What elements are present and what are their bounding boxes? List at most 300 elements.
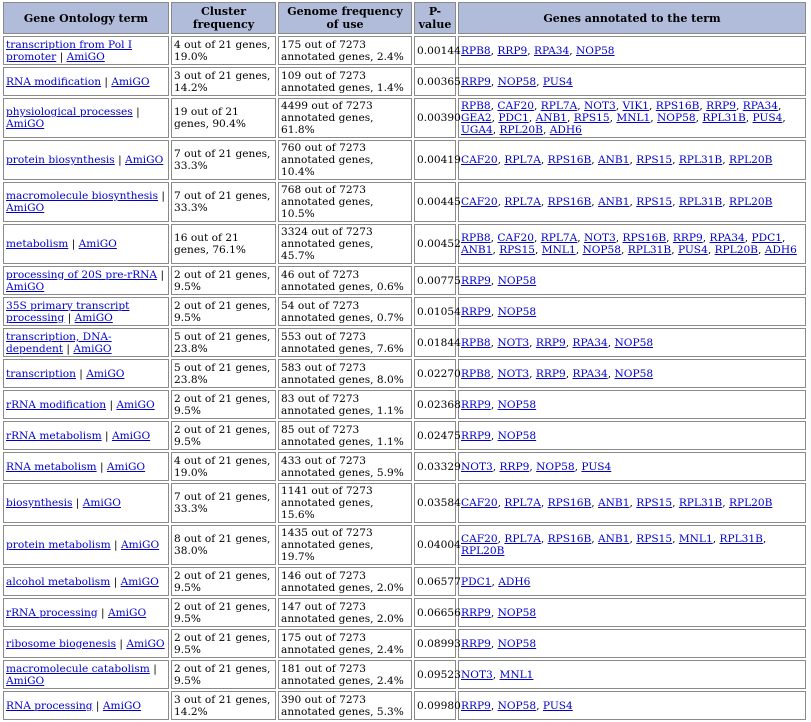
gene-separator: ,: [497, 533, 505, 545]
gene-link[interactable]: ANB1: [535, 112, 568, 124]
gene-separator: ,: [490, 274, 498, 287]
table-row: [3, 452, 806, 481]
gene-link[interactable]: UGA4: [461, 124, 493, 136]
amigo-link[interactable]: AmiGO: [126, 637, 165, 650]
gene-link[interactable]: RPS16B: [547, 196, 592, 208]
gene-link[interactable]: NOP58: [497, 75, 537, 88]
genes-cell: [458, 452, 806, 481]
go-term-link[interactable]: processing of 20S pre-rRNA: [6, 268, 158, 281]
p-value-cell: 0.03584: [414, 483, 456, 523]
gene-separator: ,: [744, 232, 752, 244]
gene-link[interactable]: NOP58: [497, 305, 537, 318]
gene-link[interactable]: CAF20: [461, 533, 498, 545]
amigo-link[interactable]: AmiGO: [120, 575, 159, 588]
gene-separator: ,: [577, 232, 585, 244]
go-term-link[interactable]: macromolecule biosynthesis: [6, 190, 159, 202]
gene-separator: ,: [490, 367, 498, 380]
gene-separator: ,: [757, 244, 765, 256]
gene-link[interactable]: CAF20: [497, 100, 534, 112]
cluster-frequency-cell: 2 out of 21 genes, 9.5%: [171, 598, 276, 627]
gene-separator: ,: [629, 196, 637, 208]
gene-separator: ,: [672, 533, 679, 545]
table-row: [3, 182, 806, 222]
go-term-cell: [3, 328, 169, 357]
genome-frequency-cell: 390 out of 7273 annotated genes, 5.3%: [278, 691, 412, 720]
gene-separator: ,: [490, 699, 498, 712]
go-term-cell: [3, 98, 169, 138]
gene-link[interactable]: RPL31B: [678, 196, 723, 208]
genome-frequency-cell: 109 out of 7273 annotated genes, 1.4%: [278, 67, 412, 96]
gene-separator: ,: [527, 44, 534, 57]
gene-link[interactable]: RPL20B: [728, 497, 773, 509]
gene-separator: ,: [542, 124, 550, 136]
gene-link[interactable]: RPS16B: [547, 154, 592, 166]
cluster-frequency-cell: 19 out of 21 genes, 90.4%: [171, 98, 276, 138]
amigo-link[interactable]: AmiGO: [125, 154, 164, 166]
gene-separator: ,: [671, 244, 678, 256]
gene-link[interactable]: RPL7A: [504, 154, 541, 166]
p-value-cell: 0.09523: [414, 660, 456, 689]
header-genes: Genes annotated to the term: [458, 2, 806, 34]
gene-link[interactable]: RPL20B: [461, 545, 505, 557]
gene-separator: ,: [722, 497, 729, 509]
gene-link[interactable]: RRP9: [535, 336, 566, 349]
table-row: [3, 390, 806, 419]
genome-frequency-cell: 433 out of 7273 annotated genes, 5.9%: [278, 452, 412, 481]
amigo-link[interactable]: AmiGO: [82, 497, 121, 509]
p-value-cell: 0.00419: [414, 140, 456, 180]
go-term-cell: [3, 297, 169, 326]
genome-frequency-cell: 85 out of 7273 annotated genes, 1.1%: [278, 421, 412, 450]
go-term-link[interactable]: protein biosynthesis: [6, 154, 115, 166]
gene-link[interactable]: NOP58: [657, 112, 696, 124]
gene-link[interactable]: NOT3: [497, 336, 530, 349]
p-value-cell: 0.06577: [414, 567, 456, 596]
gene-link[interactable]: PDC1: [751, 232, 782, 244]
go-term-link[interactable]: RNA modification: [6, 75, 102, 88]
gene-link[interactable]: RPL7A: [504, 497, 541, 509]
genes-cell: [458, 483, 806, 523]
genome-frequency-cell: 1141 out of 7273 annotated genes, 15.6%: [278, 483, 412, 523]
gene-separator: ,: [574, 460, 582, 473]
gene-link[interactable]: ADH6: [764, 244, 797, 256]
gene-link[interactable]: ANB1: [598, 196, 630, 208]
gene-link[interactable]: NOP58: [497, 398, 537, 411]
gene-link[interactable]: NOT3: [461, 460, 493, 473]
gene-link[interactable]: RPL7A: [540, 232, 578, 244]
genes-cell: [458, 660, 806, 689]
amigo-link[interactable]: AmiGO: [107, 606, 147, 619]
gene-separator: ,: [533, 232, 541, 244]
amigo-link[interactable]: AmiGO: [6, 674, 45, 687]
gene-link[interactable]: NOP58: [497, 699, 537, 712]
gene-separator: ,: [672, 196, 679, 208]
cluster-frequency-cell: 5 out of 21 genes, 23.8%: [171, 328, 276, 357]
gene-separator: ,: [497, 497, 505, 509]
gene-link[interactable]: RRP9: [497, 44, 528, 57]
genes-cell: [458, 224, 806, 264]
go-term-link[interactable]: rRNA processing: [6, 606, 98, 619]
gene-link[interactable]: VIK1: [622, 100, 650, 112]
gene-separator: ,: [615, 232, 623, 244]
gene-link[interactable]: RPS16B: [655, 100, 700, 112]
gene-separator: ,: [528, 112, 536, 124]
gene-link[interactable]: RPL20B: [714, 244, 758, 256]
gene-link[interactable]: RPA34: [533, 44, 570, 57]
p-value-cell: 0.02270: [414, 359, 456, 388]
gene-link[interactable]: RPB8: [461, 100, 491, 112]
gene-separator: ,: [569, 44, 576, 57]
gene-separator: ,: [736, 100, 743, 112]
gene-separator: ,: [762, 533, 767, 545]
p-value-cell: 0.00390: [414, 98, 456, 138]
gene-link[interactable]: RPB8: [461, 44, 491, 57]
p-value-cell: 0.01054: [414, 297, 456, 326]
table-row: [3, 483, 806, 523]
go-term-link[interactable]: physiological processes: [6, 106, 133, 118]
gene-link[interactable]: RPS15: [636, 196, 673, 208]
gene-link[interactable]: NOT3: [584, 232, 616, 244]
genes-cell: [458, 390, 806, 419]
gene-link[interactable]: RPS16B: [622, 232, 667, 244]
p-value-cell: 0.01844: [414, 328, 456, 357]
gene-separator: ,: [649, 100, 656, 112]
link-separator: |: [97, 606, 108, 619]
go-term-link[interactable]: alcohol metabolism: [6, 575, 111, 588]
gene-link[interactable]: RRP9: [499, 460, 530, 473]
genome-frequency-cell: 147 out of 7273 annotated genes, 2.0%: [278, 598, 412, 627]
gene-separator: ,: [536, 699, 543, 712]
gene-link[interactable]: PUS4: [542, 75, 573, 88]
gene-link[interactable]: GEA2: [461, 112, 492, 124]
gene-link[interactable]: RRP9: [461, 305, 491, 318]
p-value-cell: 0.06656: [414, 598, 456, 627]
table-row: [3, 567, 806, 596]
go-term-cell: [3, 421, 169, 450]
gene-link[interactable]: MNL1: [541, 244, 576, 256]
go-term-link[interactable]: biosynthesis: [6, 497, 73, 509]
genome-frequency-cell: 146 out of 7273 annotated genes, 2.0%: [278, 567, 412, 596]
gene-separator: ,: [745, 112, 753, 124]
gene-link[interactable]: RPA34: [572, 367, 608, 380]
gene-separator: ,: [491, 112, 499, 124]
go-term-link[interactable]: protein metabolism: [6, 539, 111, 551]
gene-link[interactable]: NOT3: [584, 100, 616, 112]
go-term-table: [1, 0, 808, 722]
gene-link[interactable]: RRP9: [461, 606, 491, 619]
gene-link[interactable]: NOP58: [497, 274, 537, 287]
amigo-link[interactable]: AmiGO: [78, 238, 117, 250]
gene-separator: ,: [707, 244, 715, 256]
cluster-frequency-cell: 3 out of 21 genes, 14.2%: [171, 691, 276, 720]
gene-separator: ,: [591, 154, 599, 166]
gene-link[interactable]: RPL7A: [504, 533, 541, 545]
go-term-cell: [3, 525, 169, 565]
gene-link[interactable]: ANB1: [598, 154, 630, 166]
link-separator: |: [92, 699, 103, 712]
p-value-cell: 0.02368: [414, 390, 456, 419]
go-term-cell: [3, 567, 169, 596]
amigo-link[interactable]: AmiGO: [6, 280, 45, 293]
cluster-frequency-cell: 2 out of 21 genes, 9.5%: [171, 297, 276, 326]
table-row: [3, 297, 806, 326]
p-value-cell: 0.09980: [414, 691, 456, 720]
gene-link[interactable]: RPL20B: [728, 196, 773, 208]
amigo-link[interactable]: AmiGO: [66, 50, 105, 63]
gene-separator: ,: [540, 196, 548, 208]
cluster-frequency-cell: 2 out of 21 genes, 9.5%: [171, 390, 276, 419]
go-term-link[interactable]: transcription: [6, 367, 76, 380]
gene-link[interactable]: ANB1: [598, 533, 630, 545]
go-term-cell: [3, 224, 169, 264]
gene-separator: ,: [621, 244, 628, 256]
go-term-cell: [3, 390, 169, 419]
gene-link[interactable]: RPS15: [636, 497, 673, 509]
genome-frequency-cell: 1435 out of 7273 annotated genes, 19.7%: [278, 525, 412, 565]
header-term: Gene Ontology term: [3, 2, 169, 34]
gene-link[interactable]: ADH6: [549, 124, 582, 136]
gene-link[interactable]: CAF20: [461, 154, 498, 166]
gene-link[interactable]: RPS16B: [547, 533, 592, 545]
gene-link[interactable]: RPS15: [636, 154, 673, 166]
gene-link[interactable]: RRP9: [535, 367, 566, 380]
gene-link[interactable]: NOP58: [497, 606, 537, 619]
cluster-frequency-cell: 7 out of 21 genes, 33.3%: [171, 140, 276, 180]
gene-link[interactable]: NOP58: [497, 637, 537, 650]
table-row: [3, 421, 806, 450]
gene-separator: ,: [782, 112, 786, 124]
gene-separator: ,: [490, 429, 498, 442]
amigo-link[interactable]: AmiGO: [120, 539, 160, 551]
table-row: [3, 140, 806, 180]
go-term-link[interactable]: ribosome biogenesis: [6, 637, 117, 650]
genes-cell: [458, 140, 806, 180]
genes-cell: [458, 629, 806, 658]
gene-link[interactable]: RRP9: [461, 75, 491, 88]
link-separator: |: [116, 637, 127, 650]
p-value-cell: 0.00144: [414, 36, 456, 65]
table-row: [3, 660, 806, 689]
go-term-cell: [3, 266, 169, 295]
gene-separator: ,: [529, 460, 537, 473]
gene-separator: ,: [695, 112, 703, 124]
gene-link[interactable]: ADH6: [498, 575, 531, 588]
gene-link[interactable]: RPA34: [572, 336, 608, 349]
genome-frequency-cell: 83 out of 7273 annotated genes, 1.1%: [278, 390, 412, 419]
genome-frequency-cell: 768 out of 7273 annotated genes, 10.5%: [278, 182, 412, 222]
table-row: [3, 266, 806, 295]
genes-cell: [458, 567, 806, 596]
gene-link[interactable]: NOP58: [614, 367, 654, 380]
gene-link[interactable]: RPL31B: [627, 244, 672, 256]
link-separator: |: [101, 429, 112, 442]
link-separator: |: [63, 342, 74, 355]
gene-link[interactable]: RRP9: [706, 100, 736, 112]
go-term-link[interactable]: RNA processing: [6, 699, 93, 712]
gene-separator: ,: [629, 154, 637, 166]
gene-separator: ,: [536, 75, 543, 88]
gene-separator: ,: [607, 367, 615, 380]
gene-link[interactable]: NOP58: [582, 244, 622, 256]
gene-separator: ,: [535, 244, 542, 256]
gene-separator: ,: [497, 154, 505, 166]
gene-separator: ,: [609, 112, 617, 124]
link-separator: |: [106, 398, 117, 411]
gene-link[interactable]: PUS4: [581, 460, 612, 473]
link-separator: |: [101, 75, 112, 88]
gene-link[interactable]: MNL1: [499, 668, 534, 681]
go-term-link[interactable]: RNA metabolism: [6, 460, 97, 473]
gene-link[interactable]: NOP58: [614, 336, 654, 349]
amigo-link[interactable]: AmiGO: [102, 699, 142, 712]
go-term-link[interactable]: 35S primary transcript processing: [6, 299, 130, 324]
gene-link[interactable]: RRP9: [461, 637, 491, 650]
gene-link[interactable]: RPL7A: [540, 100, 578, 112]
table-row: [3, 629, 806, 658]
cluster-frequency-cell: 8 out of 21 genes, 38.0%: [171, 525, 276, 565]
genes-cell: [458, 525, 806, 565]
link-separator: |: [132, 106, 140, 118]
go-term-link[interactable]: metabolism: [6, 238, 69, 250]
gene-link[interactable]: RRP9: [461, 398, 491, 411]
gene-link[interactable]: RPS15: [636, 533, 673, 545]
gene-link[interactable]: PDC1: [461, 575, 492, 588]
amigo-link[interactable]: AmiGO: [116, 398, 155, 411]
gene-separator: ,: [490, 637, 498, 650]
link-separator: |: [110, 575, 121, 588]
link-separator: |: [72, 497, 83, 509]
p-value-cell: 0.03329: [414, 452, 456, 481]
gene-link[interactable]: CAF20: [497, 232, 534, 244]
gene-link[interactable]: RPL7A: [504, 196, 541, 208]
genes-cell: [458, 421, 806, 450]
gene-link[interactable]: RPB8: [461, 232, 491, 244]
genome-frequency-cell: 181 out of 7273 annotated genes, 2.4%: [278, 660, 412, 689]
go-term-link[interactable]: transcription, DNA-dependent: [6, 330, 112, 355]
table-row: [3, 98, 806, 138]
gene-link[interactable]: NOT3: [461, 668, 493, 681]
amigo-link[interactable]: AmiGO: [6, 118, 45, 130]
table-row: [3, 359, 806, 388]
gene-link[interactable]: RPL20B: [728, 154, 773, 166]
gene-link[interactable]: NOP58: [536, 460, 575, 473]
gene-separator: ,: [492, 460, 500, 473]
gene-link[interactable]: RPA34: [742, 100, 779, 112]
gene-separator: ,: [490, 232, 498, 244]
gene-separator: ,: [722, 154, 729, 166]
go-term-cell: [3, 691, 169, 720]
gene-link[interactable]: PDC1: [498, 112, 529, 124]
gene-separator: ,: [650, 112, 658, 124]
gene-separator: ,: [672, 154, 679, 166]
link-separator: |: [110, 539, 121, 551]
genome-frequency-cell: 760 out of 7273 annotated genes, 10.4%: [278, 140, 412, 180]
gene-link[interactable]: NOP58: [575, 44, 615, 57]
gene-link[interactable]: RPS15: [499, 244, 536, 256]
go-term-cell: [3, 483, 169, 523]
header-p-value: P-value: [414, 2, 456, 34]
gene-link[interactable]: RRP9: [461, 429, 491, 442]
gene-link[interactable]: RRP9: [461, 274, 491, 287]
gene-separator: ,: [591, 497, 599, 509]
genes-cell: [458, 67, 806, 96]
gene-separator: ,: [778, 100, 782, 112]
amigo-link[interactable]: AmiGO: [74, 311, 113, 324]
gene-link[interactable]: CAF20: [461, 497, 498, 509]
amigo-link[interactable]: AmiGO: [111, 75, 150, 88]
gene-separator: ,: [672, 497, 679, 509]
amigo-link[interactable]: AmiGO: [86, 367, 125, 380]
gene-link[interactable]: RPL31B: [702, 112, 746, 124]
go-term-link[interactable]: rRNA metabolism: [6, 429, 102, 442]
gene-link[interactable]: NOT3: [497, 367, 530, 380]
gene-separator: ,: [699, 100, 707, 112]
cluster-frequency-cell: 2 out of 21 genes, 9.5%: [171, 266, 276, 295]
gene-separator: ,: [529, 336, 536, 349]
gene-link[interactable]: RPL31B: [719, 533, 763, 545]
go-term-link[interactable]: macromolecule catabolism: [6, 662, 150, 675]
gene-link[interactable]: ANB1: [461, 244, 493, 256]
gene-separator: ,: [490, 75, 498, 88]
gene-link[interactable]: RPB8: [461, 367, 491, 380]
amigo-link[interactable]: AmiGO: [106, 460, 146, 473]
go-term-cell: [3, 182, 169, 222]
gene-link[interactable]: RPA34: [709, 232, 745, 244]
link-separator: |: [96, 460, 107, 473]
gene-link[interactable]: RPB8: [461, 336, 491, 349]
gene-link[interactable]: RRP9: [461, 699, 491, 712]
gene-link[interactable]: PUS4: [677, 244, 708, 256]
go-term-cell: [3, 452, 169, 481]
gene-link[interactable]: MNL1: [616, 112, 651, 124]
gene-separator: ,: [540, 154, 548, 166]
gene-separator: ,: [565, 336, 573, 349]
amigo-link[interactable]: AmiGO: [73, 342, 112, 355]
cluster-frequency-cell: 5 out of 21 genes, 23.8%: [171, 359, 276, 388]
link-separator: |: [56, 50, 67, 63]
gene-link[interactable]: CAF20: [461, 196, 498, 208]
gene-separator: ,: [565, 367, 573, 380]
gene-link[interactable]: RPL31B: [678, 154, 723, 166]
link-separator: |: [158, 190, 165, 202]
cluster-frequency-cell: 2 out of 21 genes, 9.5%: [171, 660, 276, 689]
gene-separator: ,: [607, 336, 615, 349]
gene-link[interactable]: RPS15: [573, 112, 610, 124]
amigo-link[interactable]: AmiGO: [6, 202, 45, 214]
p-value-cell: 0.00452: [414, 224, 456, 264]
amigo-link[interactable]: AmiGO: [111, 429, 151, 442]
genes-cell: [458, 182, 806, 222]
header-cluster-frequency: Cluster frequency: [171, 2, 276, 34]
gene-link[interactable]: RPL20B: [499, 124, 543, 136]
p-value-cell: 0.00445: [414, 182, 456, 222]
gene-link[interactable]: RPS16B: [547, 497, 592, 509]
gene-link[interactable]: RRP9: [672, 232, 703, 244]
gene-link[interactable]: NOP58: [497, 429, 537, 442]
go-term-link[interactable]: rRNA modification: [6, 398, 107, 411]
gene-link[interactable]: MNL1: [678, 533, 713, 545]
gene-link[interactable]: ANB1: [598, 497, 630, 509]
go-term-cell: [3, 140, 169, 180]
gene-link[interactable]: RPL31B: [678, 497, 723, 509]
gene-separator: ,: [490, 606, 498, 619]
go-term-link[interactable]: transcription from Pol I promoter: [6, 38, 133, 63]
genes-cell: [458, 691, 806, 720]
gene-link[interactable]: PUS4: [752, 112, 783, 124]
p-value-cell: 0.00365: [414, 67, 456, 96]
table-row: [3, 525, 806, 565]
gene-link[interactable]: PUS4: [542, 699, 573, 712]
